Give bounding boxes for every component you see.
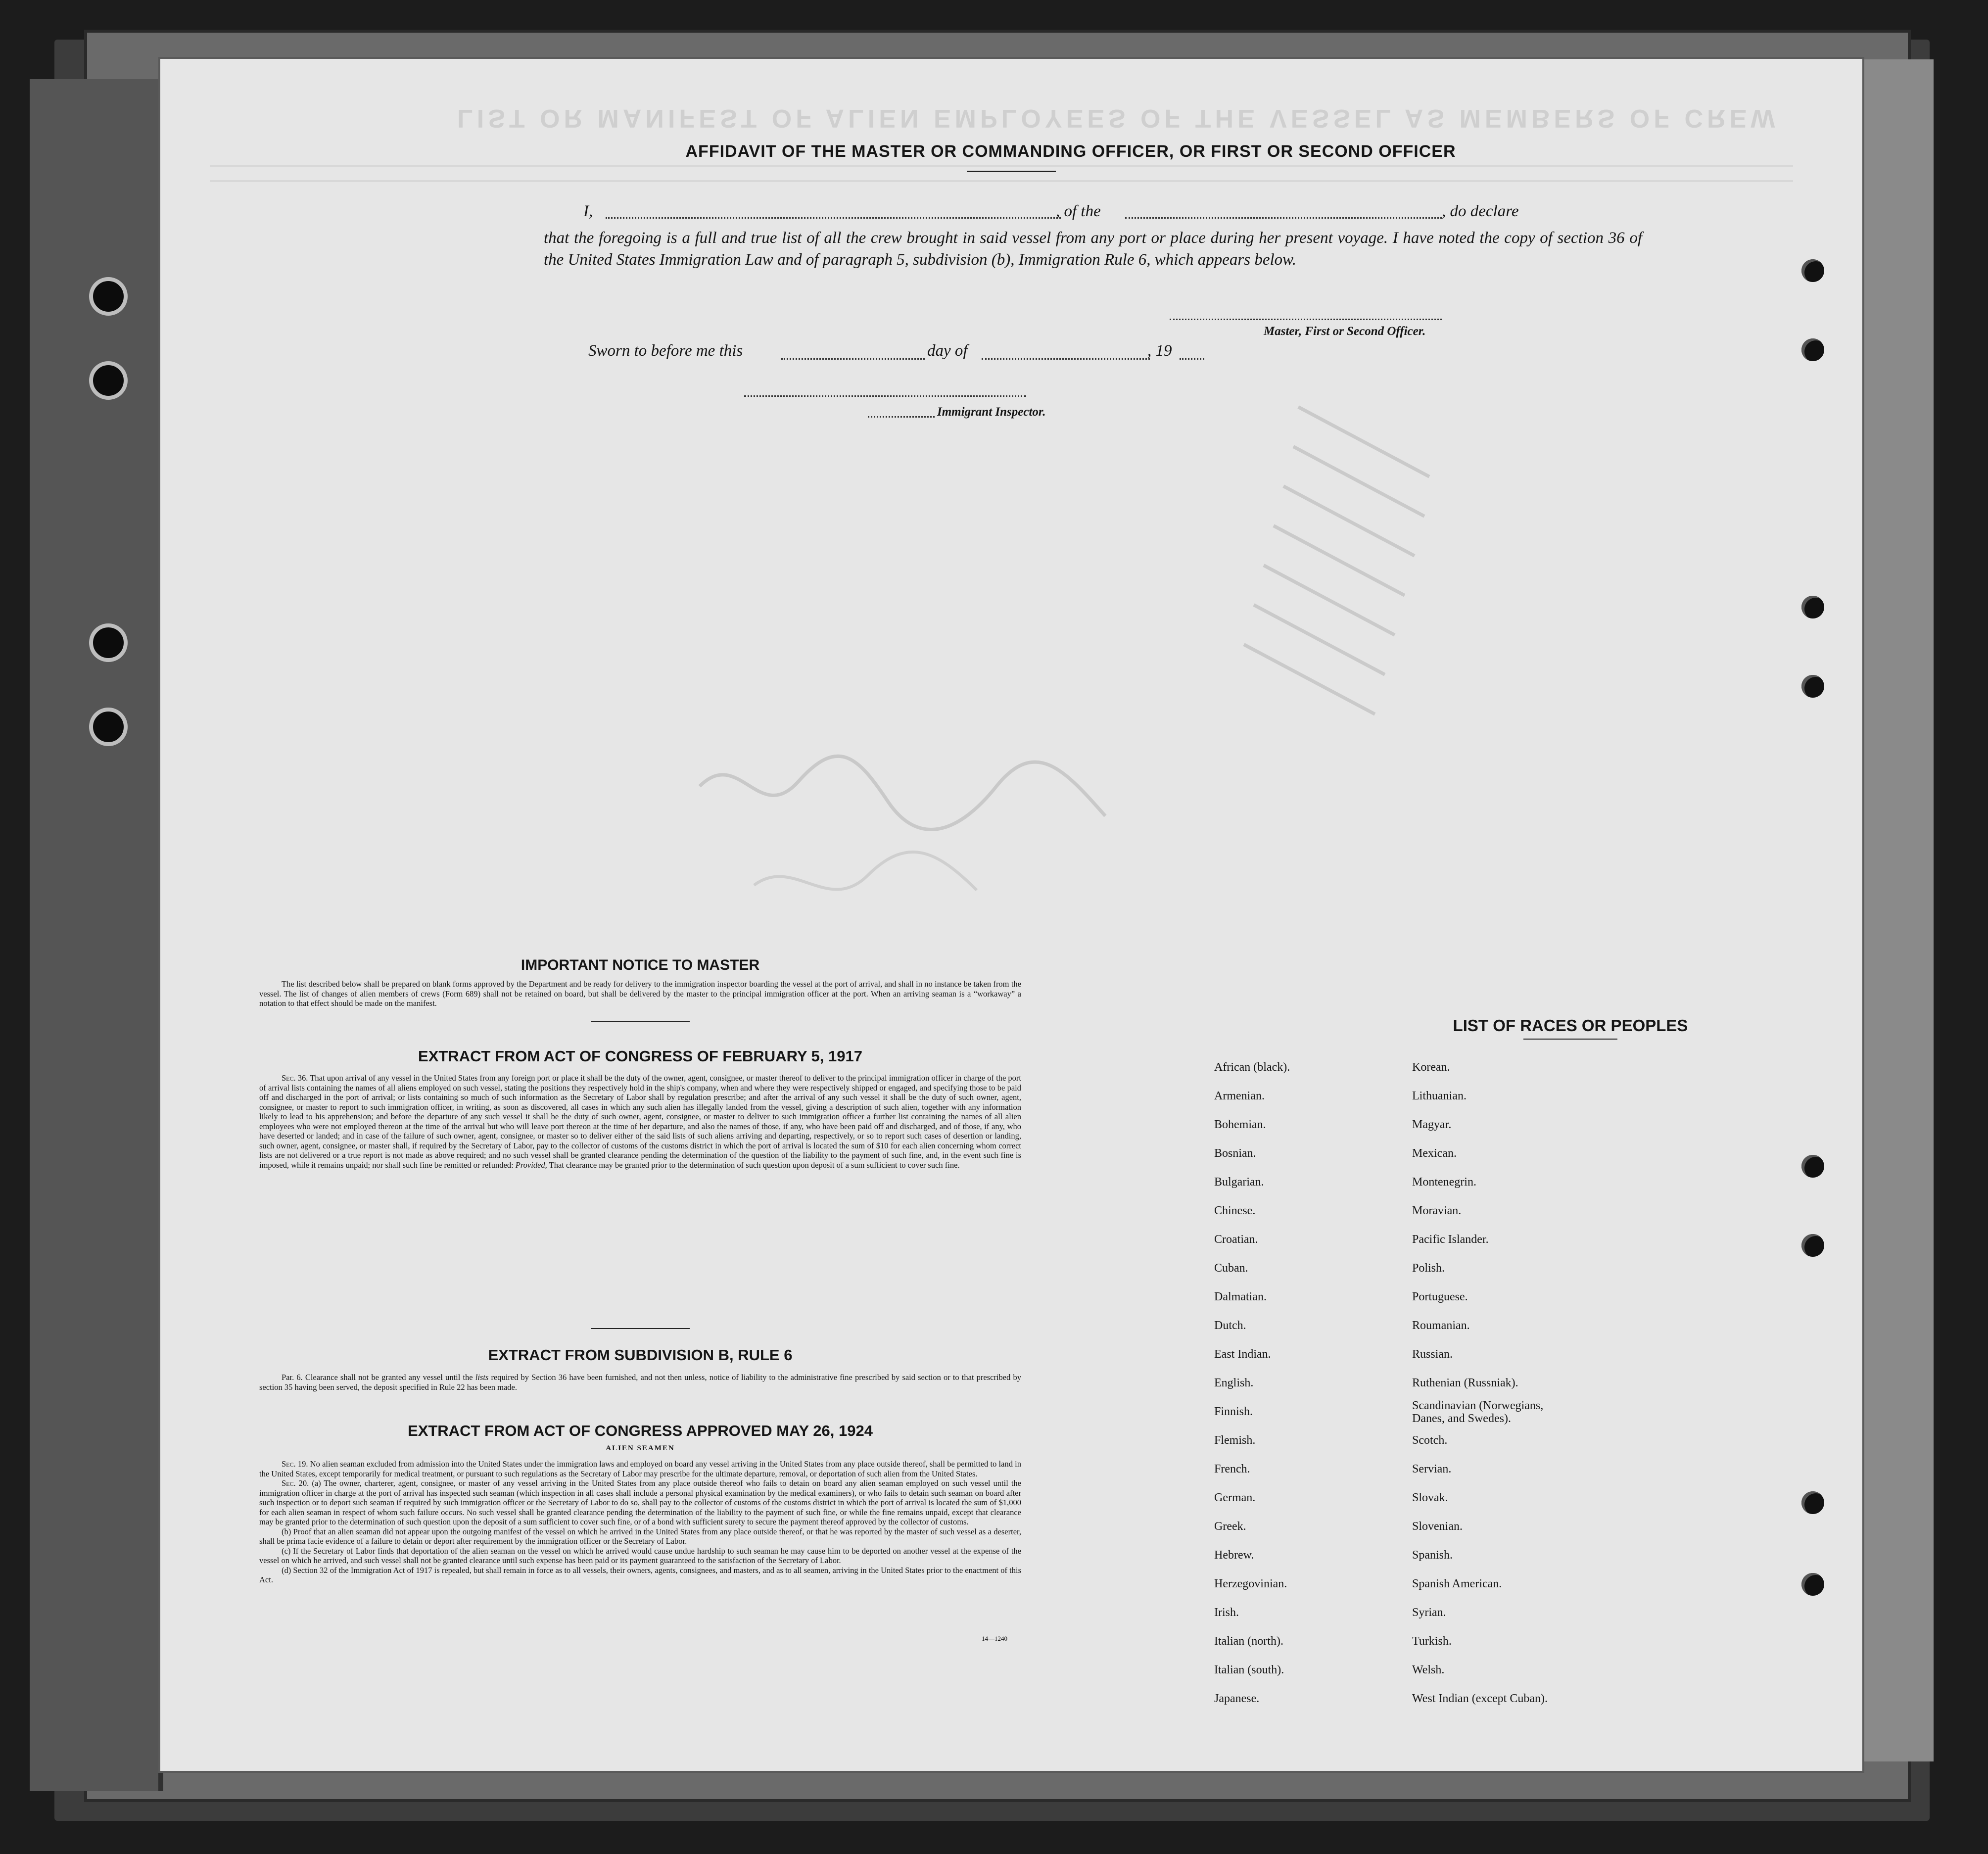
notice-paragraph: The list described below shall be prepared on blank forms approved by the Department and be ready for delivery to the immigration inspector boarding the vessel at the port of arrival, and shall in no instance be taken from the vessel. The list of changes of alien members of crews (Form 689) shall not be retained on board, but shall be delivered by the master to the principal immigration officer at the port. When an arriving seaman is a “workaway” a notation to that effect should be made on the manifest.: [259, 979, 1021, 1008]
race-item: African (black).: [1214, 1061, 1290, 1074]
race-item: Cuban.: [1214, 1262, 1248, 1275]
race-item: West Indian (except Cuban).: [1412, 1692, 1548, 1705]
sec-20d-text: (d) Section 32 of the Immigration Act of 1917 is repealed, but shall remain in force as to all vessels, their owners, agents, consignees, and masters, and as to all seamen, arriving in the United States prior to the enactment of this Act.: [259, 1565, 1021, 1584]
bleed-through-stroke: [1253, 603, 1385, 676]
rule-6-text: [259, 1373, 1021, 1392]
bleed-through-stroke: [1297, 405, 1430, 478]
affidavit-do-declare: , do declare: [1442, 202, 1519, 220]
provided-label: Provided,: [515, 1160, 547, 1170]
binder-hole: [89, 708, 128, 746]
name-blank[interactable]: [606, 217, 1061, 219]
race-item: Slovak.: [1412, 1491, 1448, 1504]
sworn-year: , 19: [1147, 342, 1172, 360]
vessel-blank[interactable]: [1125, 217, 1442, 219]
race-item: English.: [1214, 1377, 1254, 1389]
sec-20b-text: (b) Proof that an alien seaman did not appear upon the outgoing manifest of the vessel on which he arrived in the United States from any place outside thereof, or that he was reported by the master of such vessel as a deserter, shall be prima facie evidence of a failure to detain or deport after requirement by the immigration officer or the Secretary of Labor.: [259, 1526, 1021, 1546]
race-item: Roumanian.: [1412, 1319, 1470, 1332]
affidavit-of-the: , of the: [1056, 202, 1101, 220]
punch-hole: [1801, 596, 1824, 618]
race-item: Flemish.: [1214, 1434, 1256, 1447]
race-item: Spanish American.: [1412, 1577, 1502, 1590]
race-item: Ruthenian (Russniak).: [1412, 1377, 1518, 1389]
race-item: Pacific Islander.: [1412, 1233, 1489, 1246]
bleed-through-stroke: [1243, 643, 1375, 715]
race-item: French.: [1214, 1463, 1250, 1475]
race-item: Magyar.: [1412, 1118, 1452, 1131]
race-item: Greek.: [1214, 1520, 1246, 1533]
punch-hole: [1801, 1155, 1824, 1178]
race-item: German.: [1214, 1491, 1256, 1504]
races-title-underline: [1523, 1039, 1617, 1040]
race-item: Bulgarian.: [1214, 1176, 1264, 1188]
race-item: Moravian.: [1412, 1204, 1462, 1217]
punch-hole: [1801, 1234, 1824, 1257]
title-underline: [967, 171, 1056, 172]
sec-36-text: That upon arrival of any vessel in the United States from any foreign port or place it shall be the duty of the owner, agent, consignee, or master thereof to deliver to the principal immigration officer in charge of the port of arrival lists containing the names of all aliens employed on such vessel, stating the positions they respectively hold in the ship's company, when and where they were respectively shipped or engaged, and specifying those to be paid off and discharged in the port of arrival; or lists containing so much of such information as the Secretary of Labor shall by regulation prescribe; and after the arrival of any such vessel it shall be the duty of such owner, agent, consignee, or master to report to such immigration officer, in writing, as soon as discovered, all cases in which any such alien has illegally landed from the vessel, giving a description of such alien, together with any information likely to lead to his apprehension; and before the departure of any such vessel it shall be the duty of such owner, agent, consignee, or master to deliver to such immigration officer a further list containing the names of all alien employees who were not employed thereon at the time of the arrival but who will leave port thereon at the time of her departure, and also the names of those, if any, who have been paid off and discharged, and of those, if any, who have deserted or landed; and in case of the failure of such owner, agent, consignee, or master so to deliver either of the said lists of such aliens arriving and departing, respectively, or so to report such cases of desertion or landing, such owner, agent, consignee, or master shall, if required by the Secretary of Labor, pay to the collector of customs of the customs district in which the port of arrival is located the sum of $10 for each alien concerning whom correct lists are not delivered or a true report is not made as above required; and no such vessel shall be granted clearance pending the determination of the question of the liability to the payment of such fine, and, in the event such fine is imposed, while it remains unpaid; nor shall such fine be remitted or refunded:: [259, 1073, 1022, 1170]
bleed-through-signature: [680, 727, 1125, 974]
race-item: Bosnian.: [1214, 1147, 1256, 1160]
manifest-page: [158, 57, 1864, 1773]
extract-1917-title: EXTRACT FROM ACT OF CONGRESS OF FEBRUARY 5, 1917: [418, 1047, 862, 1065]
sworn-prefix: Sworn to before me this: [588, 342, 743, 360]
race-item: Syrian.: [1412, 1606, 1446, 1619]
race-item: Russian.: [1412, 1348, 1453, 1361]
race-item: East Indian.: [1214, 1348, 1271, 1361]
sworn-year-blank[interactable]: [1180, 358, 1204, 360]
race-item: Italian (north).: [1214, 1635, 1283, 1648]
race-item: Armenian.: [1214, 1090, 1265, 1102]
race-item: Turkish.: [1412, 1635, 1452, 1648]
race-item: Korean.: [1412, 1061, 1450, 1074]
race-item: Hebrew.: [1214, 1549, 1254, 1562]
inspector-signature-line[interactable]: [744, 395, 1026, 397]
notice-title: IMPORTANT NOTICE TO MASTER: [521, 957, 760, 973]
bleed-through-stroke: [1282, 484, 1415, 557]
bleed-through-heading: LIST OR MANIFEST OF ALIEN EMPLOYEES OF THE VESSEL AS MEMBERS OF CREW: [457, 104, 1779, 133]
race-item: Lithuanian.: [1412, 1090, 1467, 1102]
race-item: Irish.: [1214, 1606, 1239, 1619]
form-number: 14—1240: [982, 1635, 1007, 1642]
binder-hole: [89, 361, 128, 400]
right-page-edge: [1860, 59, 1934, 1761]
sworn-day-blank[interactable]: [781, 358, 925, 360]
section-divider: [591, 1021, 690, 1022]
race-item: Dutch.: [1214, 1319, 1246, 1332]
bleed-through-line: [210, 165, 1793, 167]
affidavit-title: AFFIDAVIT OF THE MASTER OR COMMANDING OFFICER, OR FIRST OR SECOND OFFICER: [685, 142, 1456, 161]
race-item: Portuguese.: [1412, 1290, 1468, 1303]
alien-seamen-subtitle: ALIEN SEAMEN: [606, 1444, 675, 1452]
sworn-day-of: day of: [927, 342, 968, 360]
extract-1917-text: [259, 1073, 1021, 1170]
rule-6-text-b: required by Section 36 have been furnished, and not then unless, notice of liability to the administrative fine prescribed by said section or to that prescribed by section 35 having been served, the deposit specified in Rule 22 has been made.: [259, 1373, 1022, 1392]
inspector-caption-leader: [868, 416, 935, 418]
officer-signature-caption: Master, First or Second Officer.: [1264, 325, 1426, 338]
race-item: Herzegovinian.: [1214, 1577, 1287, 1590]
race-item: Polish.: [1412, 1262, 1445, 1275]
sworn-month-blank[interactable]: [982, 358, 1150, 360]
punch-hole: [1801, 259, 1824, 282]
extract-1924-title: EXTRACT FROM ACT OF CONGRESS APPROVED MAY 26, 1924: [408, 1422, 873, 1439]
punch-hole: [1801, 1573, 1824, 1596]
sec-36-text-end: That clearance may be granted prior to the determination of such question upon deposit of a sum sufficient to cover such fine.: [549, 1160, 960, 1170]
binder-hole: [89, 623, 128, 662]
race-item: Croatian.: [1214, 1233, 1258, 1246]
bleed-through-stroke: [1292, 445, 1425, 518]
race-item: Mexican.: [1412, 1147, 1457, 1160]
races-title: LIST OF RACES OR PEOPLES: [1453, 1016, 1688, 1035]
race-item: Italian (south).: [1214, 1664, 1284, 1676]
section-divider: [591, 1328, 690, 1329]
binder-strip: [30, 79, 163, 1791]
race-item: Scotch.: [1412, 1434, 1448, 1447]
sec-36-label: Sec. 36.: [282, 1073, 308, 1083]
race-item: Dalmatian.: [1214, 1290, 1267, 1303]
bleed-through-line: [210, 180, 1793, 182]
punch-hole: [1801, 338, 1824, 361]
race-item: Finnish.: [1214, 1405, 1253, 1418]
inspector-caption: Immigrant Inspector.: [937, 405, 1046, 419]
binder-hole: [89, 277, 128, 316]
extract-1924-text: [259, 1459, 1021, 1585]
sec-20a-text: (a) The owner, charterer, agent, consignee, or master of any vessel arriving in the United States from any place outside thereof who fails to detain on board any alien seaman employed on such vessel until the immigration officer in charge at the port of arrival has inspected such seaman (which inspection in all cases shall include a personal physical examination by the medical examiners), or who fails to detain such seaman on board after such inspection or to deport such seaman if required by such immigration officer or the Secretary of Labor to do so, shall pay to the collector of customs of the customs district in which the port of arrival is located the sum of $1,000 for each alien seaman in respect of whom such failure occurs. No such vessel shall be granted clearance pending the determination of the liability to the payment of such fine, or while the fine remains unpaid, except that clearance may be granted prior to the determination of such question upon the deposit of a sum sufficient to cover such fine, or of a bond with sufficient surety to secure the payment thereof approved by the collector of customs.: [259, 1478, 1021, 1526]
race-item: Montenegrin.: [1412, 1176, 1476, 1188]
race-item: Chinese.: [1214, 1204, 1256, 1217]
race-item: Japanese.: [1214, 1692, 1260, 1705]
sec-20c-text: (c) If the Secretary of Labor finds that deportation of the alien seaman on the vessel on which he arrived would cause undue hardship to such seaman he may cause him to be deported on another vessel at the expense of the vessel on which he arrived, and such vessel shall not be granted clearance until such expense has been paid or its payment guaranteed to the satisfaction of the Secretary of Labor.: [259, 1546, 1021, 1565]
affidavit-body: that the foregoing is a full and true list of all the crew brought in said vessel from any port or place during her present voyage. I have noted the copy of section 36 of the United States Immigration Law and of paragraph 5, subdivision (b), Immigration Rule 6, which appears below.: [544, 229, 1642, 269]
race-item: Bohemian.: [1214, 1118, 1266, 1131]
race-item: Danes, and Swedes).: [1412, 1412, 1511, 1425]
race-item: Scandinavian (Norwegians,: [1412, 1399, 1544, 1412]
rule-6-title: EXTRACT FROM SUBDIVISION B, RULE 6: [488, 1346, 793, 1364]
rule-6-lists: lists: [475, 1373, 489, 1382]
punch-hole: [1801, 675, 1824, 698]
race-item: Slovenian.: [1412, 1520, 1463, 1533]
sec-19-label: Sec. 19.: [282, 1459, 308, 1469]
officer-signature-line[interactable]: [1170, 319, 1442, 320]
punch-hole: [1801, 1491, 1824, 1514]
notice-text: [259, 979, 1021, 1008]
race-item: Spanish.: [1412, 1549, 1453, 1562]
rule-6-text-a: Par. 6. Clearance shall not be granted any vessel until the: [282, 1373, 473, 1382]
sec-19-text: No alien seaman excluded from admission into the United States under the immigration laws and employed on board any vessel arriving in the United States from any place outside thereof, shall be permitted to land in the United States, except temporarily for medical treatment, or pursuant to such regulations as the Secretary of Labor may prescribe for the ultimate departure, removal, or deportation of such alien from the United States.: [259, 1459, 1021, 1478]
sec-20-label: Sec. 20.: [282, 1478, 309, 1488]
race-item: Servian.: [1412, 1463, 1452, 1475]
bleed-through-stroke: [1263, 564, 1395, 636]
race-item: Welsh.: [1412, 1664, 1445, 1676]
bleed-through-stroke: [1273, 524, 1405, 597]
affidavit-i: I,: [583, 202, 593, 220]
